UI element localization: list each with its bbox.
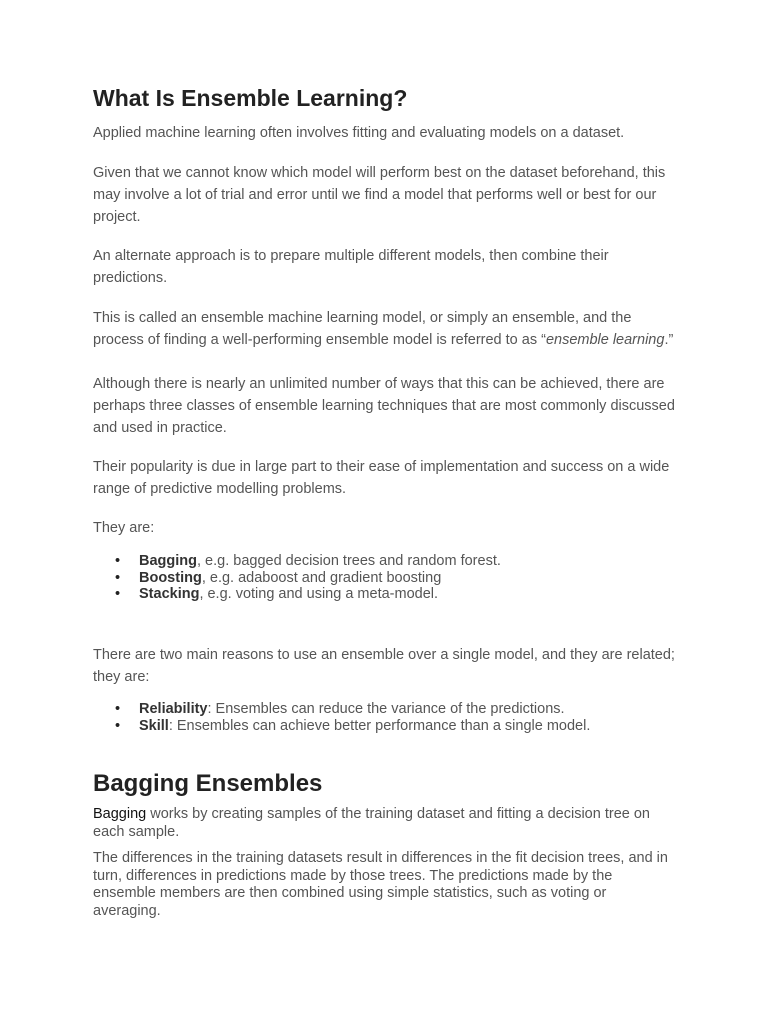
list-item	[93, 553, 501, 570]
list-item	[93, 570, 501, 587]
paragraph: Applied machine learning often involves fitting and evaluating models on a dataset.	[93, 125, 625, 141]
list-desc: , e.g. bagged decision trees and random forest.	[197, 553, 501, 569]
bullet-icon: •	[115, 553, 121, 569]
bullet-icon: •	[115, 586, 121, 602]
paragraph-text: This is called an ensemble machine learning model, or simply an ensemble, and the process of finding a well-performing ensemble model is referred to as “	[93, 310, 632, 348]
bullet-icon: •	[115, 717, 121, 734]
list-term: Reliability	[139, 701, 208, 717]
list-term: Skill	[139, 717, 169, 734]
ensemble-classes-list	[93, 553, 501, 603]
paragraph-text: works by creating samples of the training dataset and fitting a decision tree on each sample.	[93, 806, 650, 840]
bagging-link[interactable]: Bagging	[93, 806, 147, 822]
paragraph-text: .”	[664, 332, 674, 348]
paragraph: They are:	[93, 520, 155, 536]
bullet-icon: •	[115, 701, 121, 717]
paragraph	[93, 307, 678, 351]
section-title: Bagging Ensembles	[93, 770, 323, 797]
italic-term: ensemble learning	[545, 332, 665, 348]
list-term: Stacking	[139, 586, 200, 602]
list-term: Boosting	[139, 569, 202, 586]
paragraph: There are two main reasons to use an ensemble over a single model, and they are related; they are:	[93, 647, 675, 685]
list-desc: , e.g. adaboost and gradient boosting	[201, 569, 442, 586]
list-term: Bagging	[139, 553, 197, 569]
paragraph	[93, 806, 678, 841]
paragraph: Given that we cannot know which model will perform best on the dataset beforehand, this may involve a lot of trial and error until we find a model that performs well or best for our project.	[93, 165, 666, 225]
list-desc: , e.g. voting and using a meta-model.	[199, 586, 439, 602]
paragraph: Their popularity is due in large part to their ease of implementation and success on a wide range of predictive modelling problems.	[93, 459, 670, 497]
list-item	[93, 718, 590, 735]
paragraph: The differences in the training datasets result in differences in the fit decision trees, and in turn, differences in predictions made by those trees. The predictions made by the ensemble members are then combined using simple statistics, such as voting or averaging.	[93, 850, 668, 919]
list-desc: : Ensembles can achieve better performance than a single model.	[168, 717, 591, 734]
bullet-icon: •	[115, 569, 121, 586]
list-item	[93, 586, 501, 603]
paragraph: Although there is nearly an unlimited number of ways that this can be achieved, there are perhaps three classes of ensemble learning techniques that are most commonly discussed and used in practice.	[93, 376, 675, 436]
list-desc: : Ensembles can reduce the variance of the predictions.	[207, 701, 565, 717]
section-title: What Is Ensemble Learning?	[93, 85, 408, 111]
list-item	[93, 701, 590, 718]
reasons-list	[93, 701, 590, 734]
paragraph: An alternate approach is to prepare multiple different models, then combine their predictions.	[93, 248, 609, 286]
